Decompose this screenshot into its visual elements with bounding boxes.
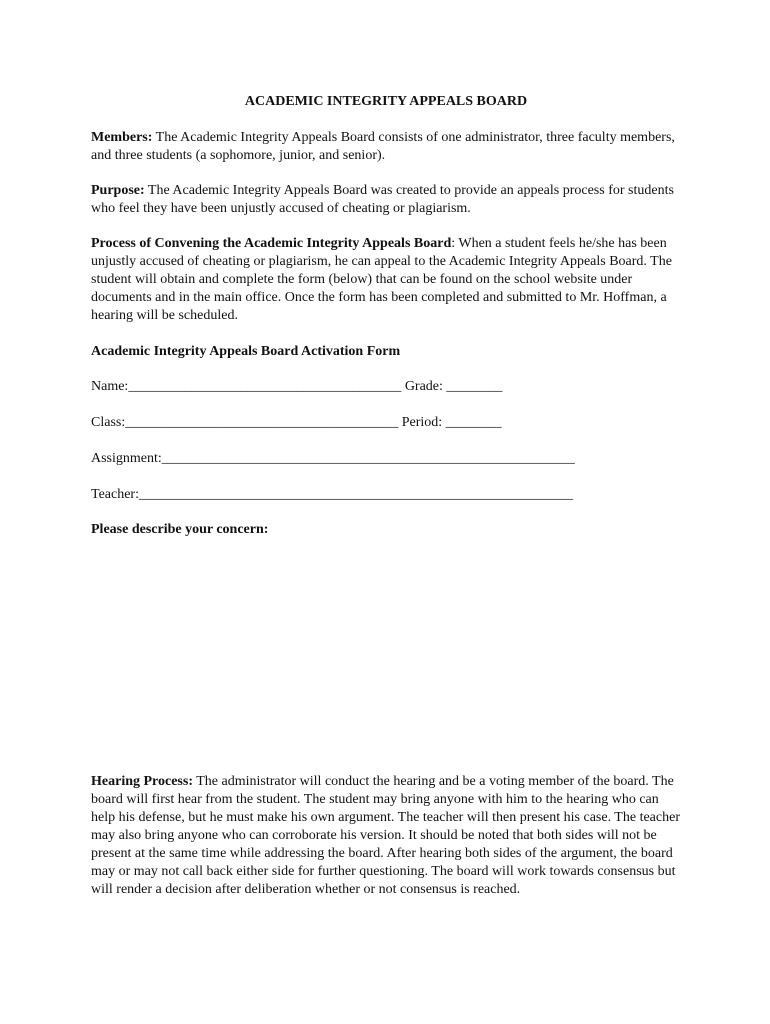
assignment-field[interactable]: Assignment:___________________________________________________________	[91, 451, 575, 466]
form-heading: Academic Integrity Appeals Board Activation Form	[91, 344, 401, 359]
members-text: The Academic Integrity Appeals Board consists of one administrator, three faculty members, and three students (a sophomore, junior, and senior).	[91, 130, 675, 163]
members-paragraph	[91, 129, 681, 165]
teacher-field[interactable]: Teacher:______________________________________________________________	[91, 487, 573, 502]
hearing-paragraph	[91, 773, 681, 899]
activation-form	[91, 378, 681, 504]
purpose-paragraph	[91, 182, 681, 218]
process-paragraph	[91, 235, 681, 325]
hearing-label: Hearing Process:	[91, 774, 193, 789]
process-text: : When a student feels he/she has been unjustly accused of cheating or plagiarism, he can appeal to the Academic Integrity Appeals Board. The student will obtain and complete the form (below) that can be found on the school website under documents and in the main office. Once the form has been completed and submitted to Mr. Hoffman, a hearing will be scheduled.	[91, 236, 672, 323]
concern-label: Please describe your concern:	[91, 522, 269, 537]
class-period-field[interactable]: Class:_______________________________________ Period: ________	[91, 415, 502, 430]
purpose-label: Purpose:	[91, 183, 145, 198]
page-title: ACADEMIC INTEGRITY APPEALS BOARD	[244, 94, 528, 109]
process-label: Process of Convening the Academic Integrity Appeals Board	[91, 236, 452, 251]
document-page	[91, 93, 681, 899]
name-grade-field[interactable]: Name:_______________________________________ Grade: ________	[91, 379, 503, 394]
members-label: Members:	[91, 130, 153, 145]
hearing-text: The administrator will conduct the hearing and be a voting member of the board. The board will first hear from the student. The student may bring anyone with him to the hearing who can help his defense, but he must make his own argument. The teacher will then present his case. The teacher may also bring anyone who can corroborate his version. It should be noted that both sides will not be present at the same time while addressing the board. After hearing both sides of the argument, the board may or may not call back either side for further questioning. The board will work towards consensus but will render a decision after deliberation whether or not consensus is reached.	[91, 774, 680, 897]
concern-blank-area[interactable]	[91, 539, 681, 773]
purpose-text: The Academic Integrity Appeals Board was created to provide an appeals process for students who feel they have been unjustly accused of cheating or plagiarism.	[91, 183, 674, 216]
